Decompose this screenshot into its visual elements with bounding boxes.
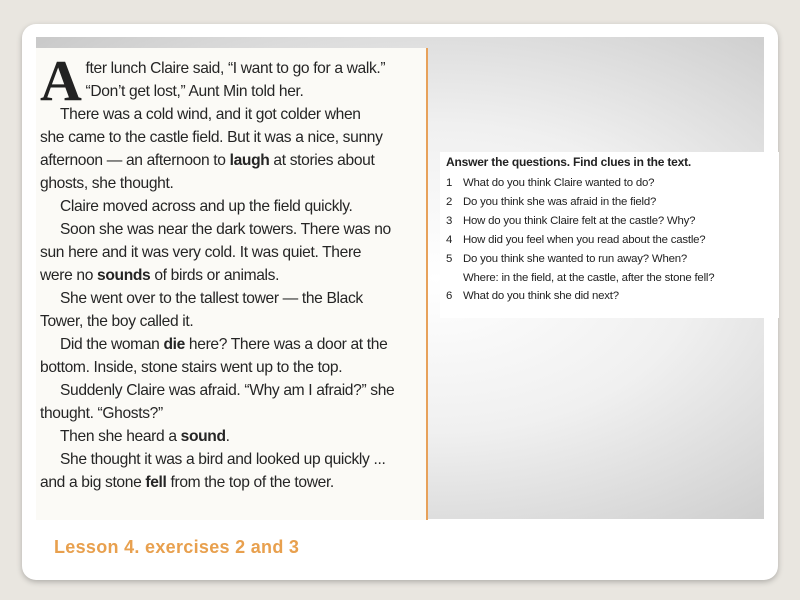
question-text: What do you think Claire wanted to do? (463, 177, 655, 189)
story-line (40, 425, 420, 448)
vocab-word: die (163, 336, 185, 353)
question-item (446, 287, 773, 306)
vocab-word: sound (180, 428, 226, 445)
question-number: 6 (446, 290, 453, 302)
story-text-run: “Don’t get lost,” Aunt Min told her. (85, 83, 304, 100)
story-text-run: bottom. Inside, stone stairs went up to the top. (40, 359, 343, 376)
story-line (40, 264, 420, 287)
story-text-run: were no (40, 267, 98, 284)
story-text-run: sun here and it was very cold. It was quiet. There (40, 244, 362, 261)
question-item (446, 193, 773, 212)
story-line (40, 287, 420, 310)
question-number: 3 (446, 215, 453, 227)
story-line (40, 448, 420, 471)
drop-cap: A (40, 48, 82, 113)
story-text-run: Then she heard a (60, 428, 181, 445)
story-text-run: thought. “Ghosts?” (40, 405, 163, 422)
story-line (40, 218, 420, 241)
story-text-run: . (225, 428, 230, 445)
story-text-run: she came to the castle field. But it was a nice, sunny (40, 129, 383, 146)
story-text-run: There was a cold wind, and it got colder when (60, 106, 361, 123)
story-text-run: Claire moved across and up the field quickly. (60, 198, 353, 215)
question-number: 2 (446, 196, 453, 208)
story-text-run: afternoon — an afternoon to (40, 152, 230, 169)
story-text-run: Did the woman (60, 336, 164, 353)
story-line (40, 57, 420, 80)
question-text: Do you think she was afraid in the field? (463, 196, 657, 208)
question-text: Do you think she wanted to run away? When? (463, 253, 687, 265)
story-line (40, 126, 420, 149)
story-line (40, 471, 420, 494)
story-text-run: of birds or animals. (150, 267, 280, 284)
question-item (446, 174, 773, 193)
question-number: 1 (446, 177, 453, 189)
question-item (446, 250, 773, 269)
story-line (40, 149, 420, 172)
vocab-word: laugh (229, 152, 270, 169)
lesson-caption: Lesson 4. exercises 2 and 3 (54, 537, 300, 557)
question-subtext: Where: in the field, at the castle, after the stone fell? (463, 272, 715, 284)
story-text-run: She went over to the tallest tower — the Black (60, 290, 363, 307)
question-text: How did you feel when you read about the castle? (463, 234, 706, 246)
story-text-run: at stories about (269, 152, 375, 169)
story-line (40, 379, 420, 402)
story-line (40, 333, 420, 356)
story-text (36, 48, 428, 520)
question-text: How do you think Claire felt at the castle? Why? (463, 215, 696, 227)
question-item (446, 231, 773, 250)
story-line (40, 80, 420, 103)
story-text-run: Tower, the boy called it. (40, 313, 194, 330)
question-item (446, 212, 773, 231)
story-line (40, 103, 420, 126)
story-line (40, 195, 420, 218)
story-text-run: from the top of the tower. (166, 474, 334, 491)
story-line (40, 172, 420, 195)
question-text: What do you think she did next? (463, 290, 619, 302)
questions-box (440, 152, 779, 318)
story-text-run: She thought it was a bird and looked up quickly ... (60, 451, 386, 468)
story-text-run: fter lunch Claire said, “I want to go for a walk.” (85, 60, 386, 77)
story-line (40, 241, 420, 264)
story-text-run: and a big stone (40, 474, 146, 491)
story-line (40, 356, 420, 379)
story-text-run: here? There was a door at the (184, 336, 388, 353)
question-number: 4 (446, 234, 453, 246)
question-number: 5 (446, 253, 453, 265)
vocab-word: sounds (97, 267, 151, 284)
questions-heading: Answer the questions. Find clues in the text. (446, 155, 692, 169)
story-text-run: Soon she was near the dark towers. There was no (60, 221, 391, 238)
story-line (40, 402, 420, 425)
story-text-run: ghosts, she thought. (40, 175, 174, 192)
story-text-run: Suddenly Claire was afraid. “Why am I afraid?” she (60, 382, 395, 399)
story-line (40, 310, 420, 333)
vocab-word: fell (145, 474, 167, 491)
